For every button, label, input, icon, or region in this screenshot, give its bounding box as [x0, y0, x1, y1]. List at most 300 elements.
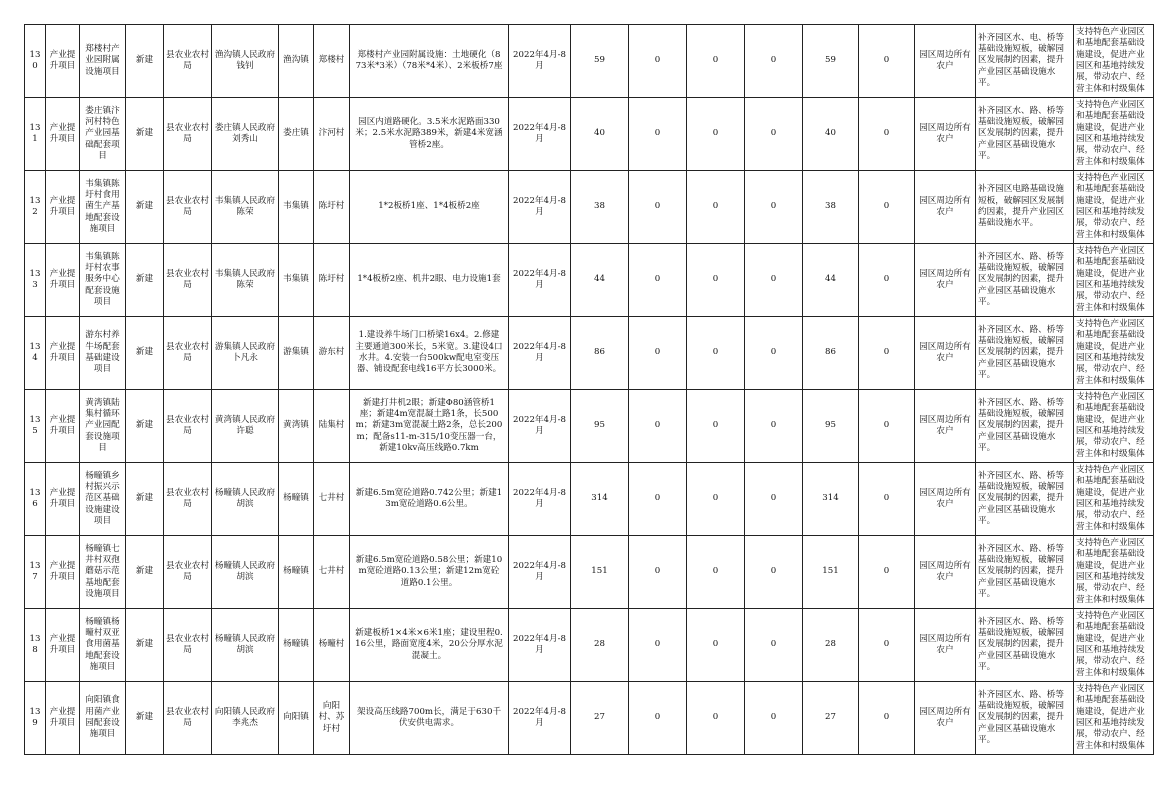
benefit-mechanism: 支持特色产业园区和基地配套基础设施建设，促进产业园区和基地持续发展，带动农户、经营主体和村级集体	[1076, 464, 1145, 532]
construction-period-cell	[509, 98, 571, 171]
construction-nature: 新建	[135, 55, 154, 66]
construction-period: 2022年4月-8月	[513, 706, 566, 728]
fund-column-2: 0	[712, 712, 719, 723]
project-type-cell	[46, 171, 80, 244]
project-name: 黄湾镇陆集村循环产业园配套设施项目	[85, 397, 120, 454]
town-cell	[279, 463, 314, 536]
fund-column-2-cell	[687, 244, 745, 317]
performance-goal: 补齐园区水、路、桥等基础设施短板，破解园区发展制约因素，提升产业园区基础设施水平。	[978, 397, 1064, 454]
project-type-cell	[46, 536, 80, 609]
project-name: 杨疃镇七井村双孢蘑菇示范基地配套设施项目	[85, 543, 120, 600]
row-number: 133	[29, 268, 41, 290]
fund-column-1: 0	[654, 274, 661, 285]
fund-column-4-cell	[803, 98, 859, 171]
fund-column-2: 0	[712, 639, 719, 650]
town-cell	[279, 390, 314, 463]
construction-period-cell	[509, 25, 571, 98]
fund-column-1-cell	[629, 244, 687, 317]
responsible-unit: 向阳镇人民政府 李兆杰	[214, 706, 276, 728]
performance-goal: 补齐园区水、路、桥等基础设施短板，破解园区发展制约因素，提升产业园区基础设施水平。	[978, 470, 1064, 527]
responsible-unit-cell	[212, 317, 279, 390]
village: 汴河村	[318, 128, 345, 139]
total-investment: 151	[591, 566, 608, 577]
fund-column-3: 0	[770, 493, 777, 504]
supervising-department: 县农业农村局	[166, 414, 209, 436]
benefit-mechanism: 支持特色产业园区和基地配套基础设施建设，促进产业园区和基地持续发展，带动农户、经营主体和村级集体	[1076, 537, 1145, 605]
village-cell	[314, 609, 350, 682]
responsible-unit: 韦集镇人民政府 陈荣	[214, 268, 276, 290]
fund-column-3-cell	[745, 171, 803, 244]
project-name-cell	[80, 390, 126, 463]
village-cell	[314, 390, 350, 463]
project-name: 杨疃镇杨疃村双亚食用菌基地配套设施项目	[85, 616, 120, 673]
construction-nature: 新建	[135, 566, 154, 577]
row-number: 130	[29, 49, 41, 71]
performance-goal: 补齐园区水、路、桥等基础设施短板，破解园区发展制约因素，提升产业园区基础设施水平。	[978, 251, 1064, 308]
fund-column-3-cell	[745, 682, 803, 755]
fund-column-2-cell	[687, 171, 745, 244]
construction-nature-cell	[126, 390, 164, 463]
construction-nature: 新建	[135, 201, 154, 212]
row-number-cell	[25, 390, 46, 463]
fund-column-2: 0	[712, 347, 719, 358]
town-cell	[279, 244, 314, 317]
construction-content: 郑楼村产业园附属设施：土地硬化（873米*3米）（78米*4米）、2米板桥7座	[355, 49, 503, 71]
village-cell	[314, 171, 350, 244]
beneficiary-cell	[915, 682, 976, 755]
supervising-department-cell	[164, 171, 212, 244]
benefit-mechanism-cell	[1074, 536, 1154, 609]
project-type: 产业提升项目	[49, 706, 76, 728]
project-name: 韦集镇陈圩村农事服务中心配套设施项目	[85, 251, 120, 308]
fund-column-1-cell	[629, 98, 687, 171]
fund-column-1-cell	[629, 463, 687, 536]
fund-column-5: 0	[883, 639, 890, 650]
construction-nature: 新建	[135, 712, 154, 723]
performance-goal-cell	[976, 609, 1074, 682]
fund-column-5: 0	[883, 347, 890, 358]
supervising-department-cell	[164, 463, 212, 536]
fund-column-5-cell	[859, 463, 915, 536]
fund-column-3-cell	[745, 536, 803, 609]
performance-goal-cell	[976, 390, 1074, 463]
fund-column-3: 0	[770, 347, 777, 358]
fund-column-4-cell	[803, 25, 859, 98]
fund-column-4: 59	[825, 55, 836, 66]
construction-content: 架设高压线路700m长，满足于630千伏安供电需求。	[356, 706, 502, 728]
responsible-unit-cell	[212, 25, 279, 98]
supervising-department-cell	[164, 25, 212, 98]
construction-period-cell	[509, 463, 571, 536]
construction-nature: 新建	[135, 274, 154, 285]
construction-content: 新建打井机2眼；新建Φ80涵管桥1座；新建4m宽混凝土路1条，长500m；新建3m宽混凝土路2条，总长200m；配备s11-m-315/10变压器一台，新建10kv高压线路0.7km	[355, 397, 503, 454]
fund-column-5: 0	[883, 566, 890, 577]
row-number: 138	[29, 633, 41, 655]
construction-period: 2022年4月-8月	[513, 195, 566, 217]
fund-column-2: 0	[712, 274, 719, 285]
table-row	[25, 25, 1154, 98]
project-table-body	[25, 25, 1154, 755]
fund-column-3: 0	[770, 712, 777, 723]
fund-column-4-cell	[803, 244, 859, 317]
table-row	[25, 536, 1154, 609]
row-number-cell	[25, 244, 46, 317]
project-type: 产业提升项目	[49, 122, 76, 144]
project-type-cell	[46, 244, 80, 317]
fund-column-5: 0	[883, 128, 890, 139]
supervising-department-cell	[164, 390, 212, 463]
total-investment-cell	[571, 317, 629, 390]
village: 游东村	[318, 347, 345, 358]
village-cell	[314, 98, 350, 171]
project-type: 产业提升项目	[49, 195, 76, 217]
town: 杨疃镇	[283, 493, 309, 504]
fund-column-2-cell	[687, 463, 745, 536]
responsible-unit: 娄庄镇人民政府 刘秀山	[214, 122, 276, 144]
construction-nature-cell	[126, 536, 164, 609]
supervising-department-cell	[164, 244, 212, 317]
row-number-cell	[25, 682, 46, 755]
total-investment-cell	[571, 98, 629, 171]
performance-goal: 补齐园区电路基础设施短板，破解园区发展制约因素，提升产业园区基础设施水平。	[978, 184, 1064, 229]
construction-content-cell	[350, 390, 509, 463]
table-row	[25, 98, 1154, 171]
table-row	[25, 682, 1154, 755]
fund-column-5-cell	[859, 25, 915, 98]
project-name-cell	[80, 536, 126, 609]
village: 七井村	[318, 566, 345, 577]
town-cell	[279, 609, 314, 682]
row-number: 131	[29, 122, 41, 144]
responsible-unit: 黄湾镇人民政府 许聪	[214, 414, 276, 436]
row-number: 132	[29, 195, 41, 217]
benefit-mechanism-cell	[1074, 98, 1154, 171]
town: 杨疃镇	[283, 566, 309, 577]
beneficiary: 园区周边所有农户	[919, 487, 971, 509]
row-number-cell	[25, 536, 46, 609]
fund-column-4: 28	[825, 639, 836, 650]
construction-content: 1.建设养牛场门口桥梁16x4。2.修建主要通道300米长，5米宽。3.建设4口水井。4.安装一台500kw配电室变压器、铺设配套电线16平方长3000米。	[355, 330, 503, 375]
table-row	[25, 171, 1154, 244]
fund-column-1-cell	[629, 317, 687, 390]
town-cell	[279, 536, 314, 609]
project-name: 韦集镇陈圩村食用菌生产基地配套设施项目	[85, 178, 120, 235]
town: 黄湾镇	[283, 420, 309, 431]
project-name-cell	[80, 25, 126, 98]
performance-goal-cell	[976, 317, 1074, 390]
construction-content: 新建6.5m宽砼道路0.742公里；新建13m宽砼道路0.6公里。	[355, 487, 503, 509]
supervising-department: 县农业农村局	[166, 341, 209, 363]
row-number-cell	[25, 317, 46, 390]
town-cell	[279, 98, 314, 171]
project-type: 产业提升项目	[49, 633, 76, 655]
benefit-mechanism-cell	[1074, 682, 1154, 755]
responsible-unit: 杨疃镇人民政府 胡滨	[214, 487, 276, 509]
construction-nature-cell	[126, 25, 164, 98]
beneficiary-cell	[915, 609, 976, 682]
row-number-cell	[25, 25, 46, 98]
fund-column-3: 0	[770, 420, 777, 431]
performance-goal: 补齐园区水、电、桥等基础设施短板，破解园区发展制约因素，提升产业园区基础设施水平。	[978, 32, 1064, 89]
total-investment: 27	[594, 712, 605, 723]
benefit-mechanism: 支持特色产业园区和基地配套基础设施建设，促进产业园区和基地持续发展，带动农户、经营主体和村级集体	[1076, 318, 1145, 386]
village-cell	[314, 317, 350, 390]
supervising-department: 县农业农村局	[166, 49, 209, 71]
construction-period-cell	[509, 390, 571, 463]
supervising-department: 县农业农村局	[166, 706, 209, 728]
fund-column-2: 0	[712, 420, 719, 431]
fund-column-4-cell	[803, 609, 859, 682]
project-name-cell	[80, 317, 126, 390]
construction-nature: 新建	[135, 420, 154, 431]
total-investment: 40	[594, 128, 605, 139]
responsible-unit-cell	[212, 98, 279, 171]
fund-column-5: 0	[883, 274, 890, 285]
fund-column-2: 0	[712, 493, 719, 504]
fund-column-2: 0	[712, 55, 719, 66]
table-row	[25, 609, 1154, 682]
responsible-unit-cell	[212, 463, 279, 536]
fund-column-1-cell	[629, 536, 687, 609]
project-type: 产业提升项目	[49, 341, 76, 363]
beneficiary: 园区周边所有农户	[919, 341, 971, 363]
fund-column-1: 0	[654, 493, 661, 504]
row-number: 139	[29, 706, 41, 728]
construction-content: 新建6.5m宽砼道路0.58公里；新建10m宽砼道路0.13公里；新建12m宽砼道路0.1公里。	[355, 554, 503, 588]
fund-column-3-cell	[745, 244, 803, 317]
town: 韦集镇	[283, 274, 309, 285]
beneficiary-cell	[915, 244, 976, 317]
performance-goal: 补齐园区水、路、桥等基础设施短板，破解园区发展制约因素，提升产业园区基础设施水平。	[978, 324, 1064, 381]
fund-column-3-cell	[745, 609, 803, 682]
row-number-cell	[25, 98, 46, 171]
responsible-unit-cell	[212, 390, 279, 463]
benefit-mechanism: 支持特色产业园区和基地配套基础设施建设，促进产业园区和基地持续发展，带动农户、经营主体和村级集体	[1076, 610, 1145, 678]
fund-column-4: 44	[825, 274, 836, 285]
construction-nature-cell	[126, 98, 164, 171]
town-cell	[279, 25, 314, 98]
total-investment: 95	[594, 420, 605, 431]
fund-column-5-cell	[859, 317, 915, 390]
town: 渔沟镇	[283, 55, 309, 66]
construction-period: 2022年4月-8月	[513, 487, 566, 509]
town: 游集镇	[283, 347, 309, 358]
fund-column-5-cell	[859, 536, 915, 609]
benefit-mechanism: 支持特色产业园区和基地配套基础设施建设，促进产业园区和基地持续发展，带动农户、经营主体和村级集体	[1076, 26, 1145, 94]
construction-content-cell	[350, 171, 509, 244]
row-number-cell	[25, 463, 46, 536]
fund-column-4-cell	[803, 171, 859, 244]
fund-column-3-cell	[745, 317, 803, 390]
town: 韦集镇	[283, 201, 309, 212]
benefit-mechanism-cell	[1074, 463, 1154, 536]
performance-goal: 补齐园区水、路、桥等基础设施短板，破解园区发展制约因素，提升产业园区基础设施水平。	[978, 105, 1064, 162]
benefit-mechanism-cell	[1074, 244, 1154, 317]
total-investment-cell	[571, 390, 629, 463]
fund-column-2-cell	[687, 609, 745, 682]
construction-period: 2022年4月-8月	[513, 560, 566, 582]
project-name-cell	[80, 463, 126, 536]
benefit-mechanism-cell	[1074, 390, 1154, 463]
row-number: 137	[29, 560, 41, 582]
project-name-cell	[80, 98, 126, 171]
village-cell	[314, 244, 350, 317]
fund-column-2-cell	[687, 317, 745, 390]
construction-period-cell	[509, 171, 571, 244]
performance-goal: 补齐园区水、路、桥等基础设施短板，破解园区发展制约因素，提升产业园区基础设施水平。	[978, 689, 1064, 746]
fund-column-4-cell	[803, 317, 859, 390]
project-name-cell	[80, 171, 126, 244]
construction-content-cell	[350, 244, 509, 317]
village: 杨疃村	[318, 639, 345, 650]
benefit-mechanism-cell	[1074, 171, 1154, 244]
fund-column-4: 314	[822, 493, 839, 504]
fund-column-2-cell	[687, 98, 745, 171]
fund-column-1-cell	[629, 609, 687, 682]
total-investment-cell	[571, 609, 629, 682]
total-investment-cell	[571, 682, 629, 755]
benefit-mechanism-cell	[1074, 609, 1154, 682]
fund-column-5-cell	[859, 390, 915, 463]
project-type-cell	[46, 609, 80, 682]
project-type: 产业提升项目	[49, 560, 76, 582]
fund-column-2: 0	[712, 128, 719, 139]
construction-period: 2022年4月-8月	[513, 414, 566, 436]
village: 陈圩村	[318, 274, 345, 285]
fund-column-1: 0	[654, 55, 661, 66]
fund-column-1: 0	[654, 201, 661, 212]
village-cell	[314, 536, 350, 609]
total-investment: 86	[594, 347, 605, 358]
responsible-unit-cell	[212, 244, 279, 317]
construction-content: 园区内道路硬化。3.5米水泥路面330米；2.5米水泥路389米，新建4米宽涵管桥2座。	[355, 116, 503, 150]
fund-column-5: 0	[883, 712, 890, 723]
fund-column-1: 0	[654, 639, 661, 650]
benefit-mechanism: 支持特色产业园区和基地配套基础设施建设，促进产业园区和基地持续发展，带动农户、经营主体和村级集体	[1076, 245, 1145, 313]
construction-content-cell	[350, 536, 509, 609]
row-number: 135	[29, 414, 41, 436]
fund-column-5-cell	[859, 682, 915, 755]
beneficiary-cell	[915, 171, 976, 244]
construction-nature-cell	[126, 682, 164, 755]
table-row	[25, 463, 1154, 536]
responsible-unit-cell	[212, 682, 279, 755]
fund-column-4: 151	[822, 566, 839, 577]
construction-content-cell	[350, 98, 509, 171]
fund-column-2-cell	[687, 682, 745, 755]
village-cell	[314, 463, 350, 536]
benefit-mechanism: 支持特色产业园区和基地配套基础设施建设，促进产业园区和基地持续发展，带动农户、经营主体和村级集体	[1076, 391, 1145, 459]
performance-goal: 补齐园区水、路、桥等基础设施短板，破解园区发展制约因素，提升产业园区基础设施水平。	[978, 543, 1064, 600]
village: 郑楼村	[318, 55, 345, 66]
responsible-unit: 游集镇人民政府 卜凡永	[214, 341, 276, 363]
project-type: 产业提升项目	[49, 487, 76, 509]
construction-period: 2022年4月-8月	[513, 122, 566, 144]
performance-goal-cell	[976, 536, 1074, 609]
fund-column-4: 86	[825, 347, 836, 358]
supervising-department-cell	[164, 682, 212, 755]
fund-column-3: 0	[770, 201, 777, 212]
responsible-unit: 杨疃镇人民政府 胡滨	[214, 633, 276, 655]
village: 陈圩村	[318, 201, 345, 212]
project-name: 向阳镇食用菌产业园配套设施项目	[85, 695, 120, 740]
fund-column-1-cell	[629, 25, 687, 98]
construction-period-cell	[509, 244, 571, 317]
fund-column-5-cell	[859, 244, 915, 317]
responsible-unit: 杨疃镇人民政府 胡滨	[214, 560, 276, 582]
total-investment-cell	[571, 463, 629, 536]
supervising-department-cell	[164, 609, 212, 682]
table-row	[25, 244, 1154, 317]
construction-period-cell	[509, 536, 571, 609]
construction-content: 新建板桥1×4米×6米1座；建设里程0.16公里，路面宽度4米，20公分厚水泥混凝土。	[355, 627, 503, 661]
table-row	[25, 317, 1154, 390]
project-type: 产业提升项目	[49, 49, 76, 71]
fund-column-4-cell	[803, 390, 859, 463]
project-type-cell	[46, 463, 80, 536]
total-investment: 59	[594, 55, 605, 66]
row-number-cell	[25, 609, 46, 682]
responsible-unit: 渔沟镇人民政府 钱钊	[214, 49, 276, 71]
performance-goal-cell	[976, 25, 1074, 98]
beneficiary: 园区周边所有农户	[919, 195, 971, 217]
beneficiary-cell	[915, 98, 976, 171]
total-investment: 314	[591, 493, 608, 504]
fund-column-3-cell	[745, 463, 803, 536]
total-investment-cell	[571, 25, 629, 98]
construction-content-cell	[350, 317, 509, 390]
fund-column-2: 0	[712, 201, 719, 212]
beneficiary-cell	[915, 390, 976, 463]
beneficiary: 园区周边所有农户	[919, 706, 971, 728]
fund-column-1-cell	[629, 682, 687, 755]
fund-column-3-cell	[745, 390, 803, 463]
fund-column-4: 38	[825, 201, 836, 212]
village: 陆集村	[318, 420, 345, 431]
town: 向阳镇	[283, 712, 309, 723]
construction-period: 2022年4月-8月	[513, 633, 566, 655]
fund-column-5-cell	[859, 171, 915, 244]
responsible-unit-cell	[212, 171, 279, 244]
performance-goal-cell	[976, 98, 1074, 171]
supervising-department: 县农业农村局	[166, 195, 209, 217]
construction-period: 2022年4月-8月	[513, 49, 566, 71]
fund-column-1-cell	[629, 171, 687, 244]
performance-goal-cell	[976, 171, 1074, 244]
row-number: 134	[29, 341, 41, 363]
construction-nature: 新建	[135, 493, 154, 504]
supervising-department: 县农业农村局	[166, 268, 209, 290]
beneficiary-cell	[915, 463, 976, 536]
construction-content-cell	[350, 25, 509, 98]
supervising-department-cell	[164, 317, 212, 390]
project-table-container	[24, 24, 1145, 755]
performance-goal: 补齐园区水、路、桥等基础设施短板，破解园区发展制约因素，提升产业园区基础设施水平。	[978, 616, 1064, 673]
responsible-unit-cell	[212, 536, 279, 609]
project-name: 杨疃镇乡村振兴示范区基础设施建设项目	[85, 470, 120, 527]
village-cell	[314, 25, 350, 98]
benefit-mechanism: 支持特色产业园区和基地配套基础设施建设，促进产业园区和基地持续发展，带动农户、经营主体和村级集体	[1076, 172, 1145, 240]
row-number-cell	[25, 171, 46, 244]
fund-column-1: 0	[654, 712, 661, 723]
fund-column-5: 0	[883, 201, 890, 212]
benefit-mechanism: 支持特色产业园区和基地配套基础设施建设，促进产业园区和基地持续发展，带动农户、经营主体和村级集体	[1076, 99, 1145, 167]
fund-column-1-cell	[629, 390, 687, 463]
total-investment: 38	[594, 201, 605, 212]
construction-content: 1*2板桥1座、1*4板桥2座	[378, 201, 480, 212]
beneficiary: 园区周边所有农户	[919, 122, 971, 144]
project-table	[24, 24, 1154, 755]
